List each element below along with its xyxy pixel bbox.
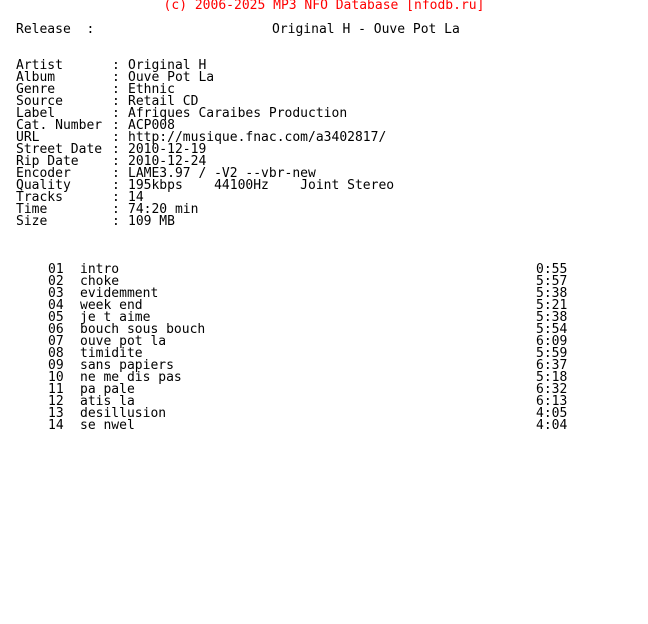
track-duration: 5:21 (536, 298, 568, 313)
track-number: 14 (48, 418, 64, 433)
field-label: Album (16, 70, 56, 85)
field-label: Artist (16, 58, 63, 73)
track-title: ne me dis pas (80, 370, 182, 385)
track-title: bouch sous bouch (80, 322, 206, 337)
track-number: 12 (48, 394, 64, 409)
field-separator: : (112, 130, 120, 145)
field-value: 2010-12-24 (128, 154, 207, 169)
track-number: 06 (48, 322, 64, 337)
field-separator: : (112, 82, 120, 97)
track-duration: 4:04 (536, 418, 568, 433)
field-label: Tracks (16, 190, 63, 205)
track-number: 02 (48, 274, 64, 289)
track-duration: 4:05 (536, 406, 568, 421)
field-separator: : (112, 190, 120, 205)
track-duration: 5:18 (536, 370, 568, 385)
track-title: intro (80, 262, 120, 277)
field-label: Source (16, 94, 63, 109)
track-number: 05 (48, 310, 64, 325)
field-separator: : (112, 214, 120, 229)
track-title: atis la (80, 394, 135, 409)
track-title: desillusion (80, 406, 167, 421)
track-title: evidemment (80, 286, 159, 301)
track-title: pa pale (80, 382, 135, 397)
track-duration: 6:13 (536, 394, 568, 409)
track-title: je t aime (80, 310, 151, 325)
field-value: http://musique.fnac.com/a3402817/ (128, 130, 387, 145)
track-number: 11 (48, 382, 64, 397)
track-duration: 5:54 (536, 322, 568, 337)
field-value: 195kbps 44100Hz Joint Stereo (128, 178, 395, 193)
field-value: 74:20 min (128, 202, 199, 217)
field-label: Genre (16, 82, 56, 97)
track-number: 03 (48, 286, 64, 301)
field-separator: : (112, 178, 120, 193)
track-title: se nwel (80, 418, 135, 433)
field-label: Quality (16, 178, 71, 193)
track-duration: 6:09 (536, 334, 568, 349)
track-title: week end (80, 298, 143, 313)
field-value: 14 (128, 190, 144, 205)
release-title: Original H - Ouve Pot La (272, 22, 460, 37)
field-value: Ethnic (128, 82, 175, 97)
track-duration: 0:55 (536, 262, 568, 277)
track-duration: 5:38 (536, 286, 568, 301)
field-separator: : (112, 106, 120, 121)
track-title: timidite (80, 346, 143, 361)
field-label: Encoder (16, 166, 71, 181)
track-title: choke (80, 274, 120, 289)
track-duration: 6:32 (536, 382, 568, 397)
field-separator: : (112, 118, 120, 133)
track-number: 01 (48, 262, 64, 277)
track-title: sans papiers (80, 358, 174, 373)
field-value: Retail CD (128, 94, 199, 109)
field-separator: : (112, 94, 120, 109)
track-number: 04 (48, 298, 64, 313)
field-separator: : (112, 70, 120, 85)
field-separator: : (112, 58, 120, 73)
field-label: Rip Date (16, 154, 79, 169)
track-duration: 5:38 (536, 310, 568, 325)
field-separator: : (112, 142, 120, 157)
site-header: (c) 2006-2025 MP3 NFO Database [nfodb.ru] (163, 0, 485, 13)
field-label: Cat. Number (16, 118, 103, 133)
field-label: Street Date (16, 142, 103, 157)
field-label: Size (16, 214, 48, 229)
track-number: 08 (48, 346, 64, 361)
track-title: ouve pot la (80, 334, 167, 349)
field-value: Ouve Pot La (128, 70, 215, 85)
field-value: 109 MB (128, 214, 175, 229)
track-duration: 6:37 (536, 358, 568, 373)
track-number: 09 (48, 358, 64, 373)
track-number: 07 (48, 334, 64, 349)
field-value: 2010-12-19 (128, 142, 207, 157)
field-label: Label (16, 106, 56, 121)
field-value: LAME3.97 / -V2 --vbr-new (128, 166, 316, 181)
field-label: Time (16, 202, 48, 217)
field-separator: : (112, 166, 120, 181)
track-duration: 5:59 (536, 346, 568, 361)
field-value: Afriques Caraibes Production (128, 106, 348, 121)
track-duration: 5:57 (536, 274, 568, 289)
field-label: URL (16, 130, 40, 145)
field-separator: : (112, 202, 120, 217)
field-value: Original H (128, 58, 207, 73)
field-separator: : (112, 154, 120, 169)
track-number: 13 (48, 406, 64, 421)
field-value: ACP008 (128, 118, 175, 133)
track-number: 10 (48, 370, 64, 385)
release-label: Release : (16, 22, 95, 37)
